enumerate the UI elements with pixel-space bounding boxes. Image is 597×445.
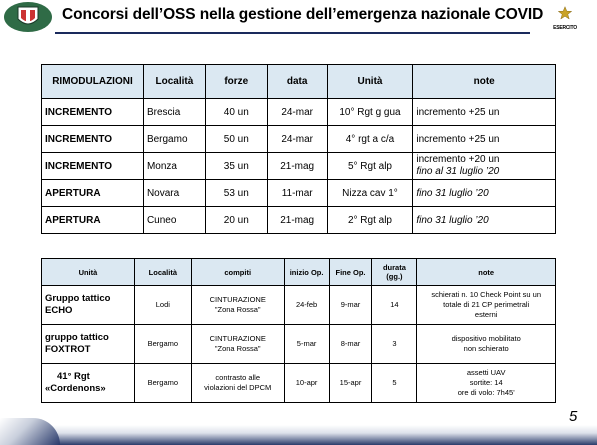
col-header: data [267, 65, 327, 99]
table-header-row [42, 259, 556, 286]
cell-date: 21-mag [267, 207, 327, 234]
cell-type: INCREMENTO [42, 126, 144, 153]
unit-line: «Cordenons» [45, 383, 106, 394]
unit-line: 41° Rgt [57, 371, 90, 382]
cell-unit: 4° rgt a c/a [327, 126, 413, 153]
slide-header [0, 0, 597, 34]
note-italic: fino al 31 luglio ’20 [416, 166, 500, 177]
cell-unit [42, 325, 135, 364]
col-header: Fine Op. [329, 259, 372, 286]
cell-place: Bergamo [134, 325, 191, 364]
cell-note [413, 99, 556, 126]
note-text: incremento +25 un [416, 133, 500, 145]
cell-start: 5-mar [284, 325, 329, 364]
unit-line: Gruppo tattico [45, 293, 111, 304]
unit-line: FOXTROT [45, 344, 91, 355]
note-line: schierati n. 10 Check Point su un [431, 290, 542, 299]
table-row [42, 99, 556, 126]
esercito-logo [545, 6, 585, 34]
cell-place: Bergamo [134, 364, 191, 403]
note-line: sortite: 14 [469, 378, 503, 387]
note-italic: fino 31 luglio ’20 [416, 214, 489, 226]
cell-place: Brescia [143, 99, 205, 126]
cell-days: 14 [372, 286, 417, 325]
cell-type: APERTURA [42, 207, 144, 234]
cell-unit: Nizza cav 1° [327, 180, 413, 207]
header-divider [55, 32, 530, 34]
task-line: CINTURAZIONE [209, 334, 266, 343]
cell-unit: 10° Rgt g gua [327, 99, 413, 126]
cell-place: Monza [143, 153, 205, 180]
note-text: incremento +25 un [416, 106, 500, 118]
cell-note [413, 180, 556, 207]
cell-note [417, 364, 556, 403]
cell-type: INCREMENTO [42, 99, 144, 126]
cell-date: 24-mar [267, 126, 327, 153]
note-line: totale di 21 CP perimetrali [443, 300, 530, 309]
rimodulazioni-table [41, 64, 556, 234]
col-header: note [417, 259, 556, 286]
cell-note [417, 325, 556, 364]
table-header-row [42, 65, 556, 99]
footer-corner [0, 418, 60, 445]
col-header: Unità [42, 259, 135, 286]
col-header: Unità [327, 65, 413, 99]
note-line: assetti UAV [466, 368, 506, 377]
operations-table [41, 258, 556, 403]
cell-note [413, 207, 556, 234]
cell-task [191, 325, 284, 364]
task-line: "Zona Rossa" [214, 344, 261, 353]
cell-note [417, 286, 556, 325]
note-line: dispositivo mobilitato [451, 334, 521, 343]
cell-date: 21-mag [267, 153, 327, 180]
cell-unit [42, 364, 135, 403]
cell-days: 5 [372, 364, 417, 403]
footer-band [0, 425, 597, 445]
note-line: esterni [474, 310, 498, 319]
note-italic: fino 31 luglio ’20 [416, 187, 489, 199]
cell-note [413, 153, 556, 180]
task-line: CINTURAZIONE [209, 295, 266, 304]
cell-place: Lodi [134, 286, 191, 325]
cell-end: 8-mar [329, 325, 372, 364]
cell-place: Bergamo [143, 126, 205, 153]
table-row [42, 286, 556, 325]
table-row [42, 207, 556, 234]
table-row [42, 126, 556, 153]
col-header: inizio Op. [284, 259, 329, 286]
cell-forces: 53 un [205, 180, 267, 207]
cell-end: 15-apr [329, 364, 372, 403]
cell-place: Novara [143, 180, 205, 207]
shield-crest-icon [3, 1, 53, 33]
cell-date: 24-mar [267, 99, 327, 126]
unit-line: gruppo tattico [45, 332, 109, 343]
col-header: forze [205, 65, 267, 99]
cell-forces: 50 un [205, 126, 267, 153]
note-line: non schierato [463, 344, 509, 353]
task-line: "Zona Rossa" [214, 305, 261, 314]
cell-place: Cuneo [143, 207, 205, 234]
col-header: Località [143, 65, 205, 99]
cell-task [191, 286, 284, 325]
cell-unit: 2° Rgt alp [327, 207, 413, 234]
cell-start: 24-feb [284, 286, 329, 325]
page-title: Concorsi dell’OSS nella gestione dell’emergenza nazionale COVID [62, 6, 544, 23]
col-header: Località [134, 259, 191, 286]
cell-unit [42, 286, 135, 325]
task-line: violazioni del DPCM [204, 383, 272, 392]
table-row [42, 364, 556, 403]
table-row [42, 153, 556, 180]
cell-start: 10-apr [284, 364, 329, 403]
col-header: RIMODULAZIONI [42, 65, 144, 99]
cell-end: 9-mar [329, 286, 372, 325]
cell-date: 11-mar [267, 180, 327, 207]
task-line: contrasto alle [215, 373, 261, 382]
col-header: note [413, 65, 556, 99]
cell-note [413, 126, 556, 153]
unit-line: ECHO [45, 305, 73, 316]
cell-forces: 40 un [205, 99, 267, 126]
logo-text: ESERCITO [553, 25, 577, 31]
note-text: incremento +20 un [416, 154, 500, 165]
star-icon [558, 6, 572, 20]
cell-forces: 35 un [205, 153, 267, 180]
cell-days: 3 [372, 325, 417, 364]
page-number: 5 [569, 408, 578, 425]
cell-task [191, 364, 284, 403]
col-header: durata (gg.) [372, 259, 417, 286]
col-header: compiti [191, 259, 284, 286]
cell-forces: 20 un [205, 207, 267, 234]
table-row [42, 180, 556, 207]
table-row [42, 325, 556, 364]
cell-type: INCREMENTO [42, 153, 144, 180]
cell-type: APERTURA [42, 180, 144, 207]
cell-unit: 5° Rgt alp [327, 153, 413, 180]
note-line: ore di volo: 7h45' [457, 388, 515, 397]
